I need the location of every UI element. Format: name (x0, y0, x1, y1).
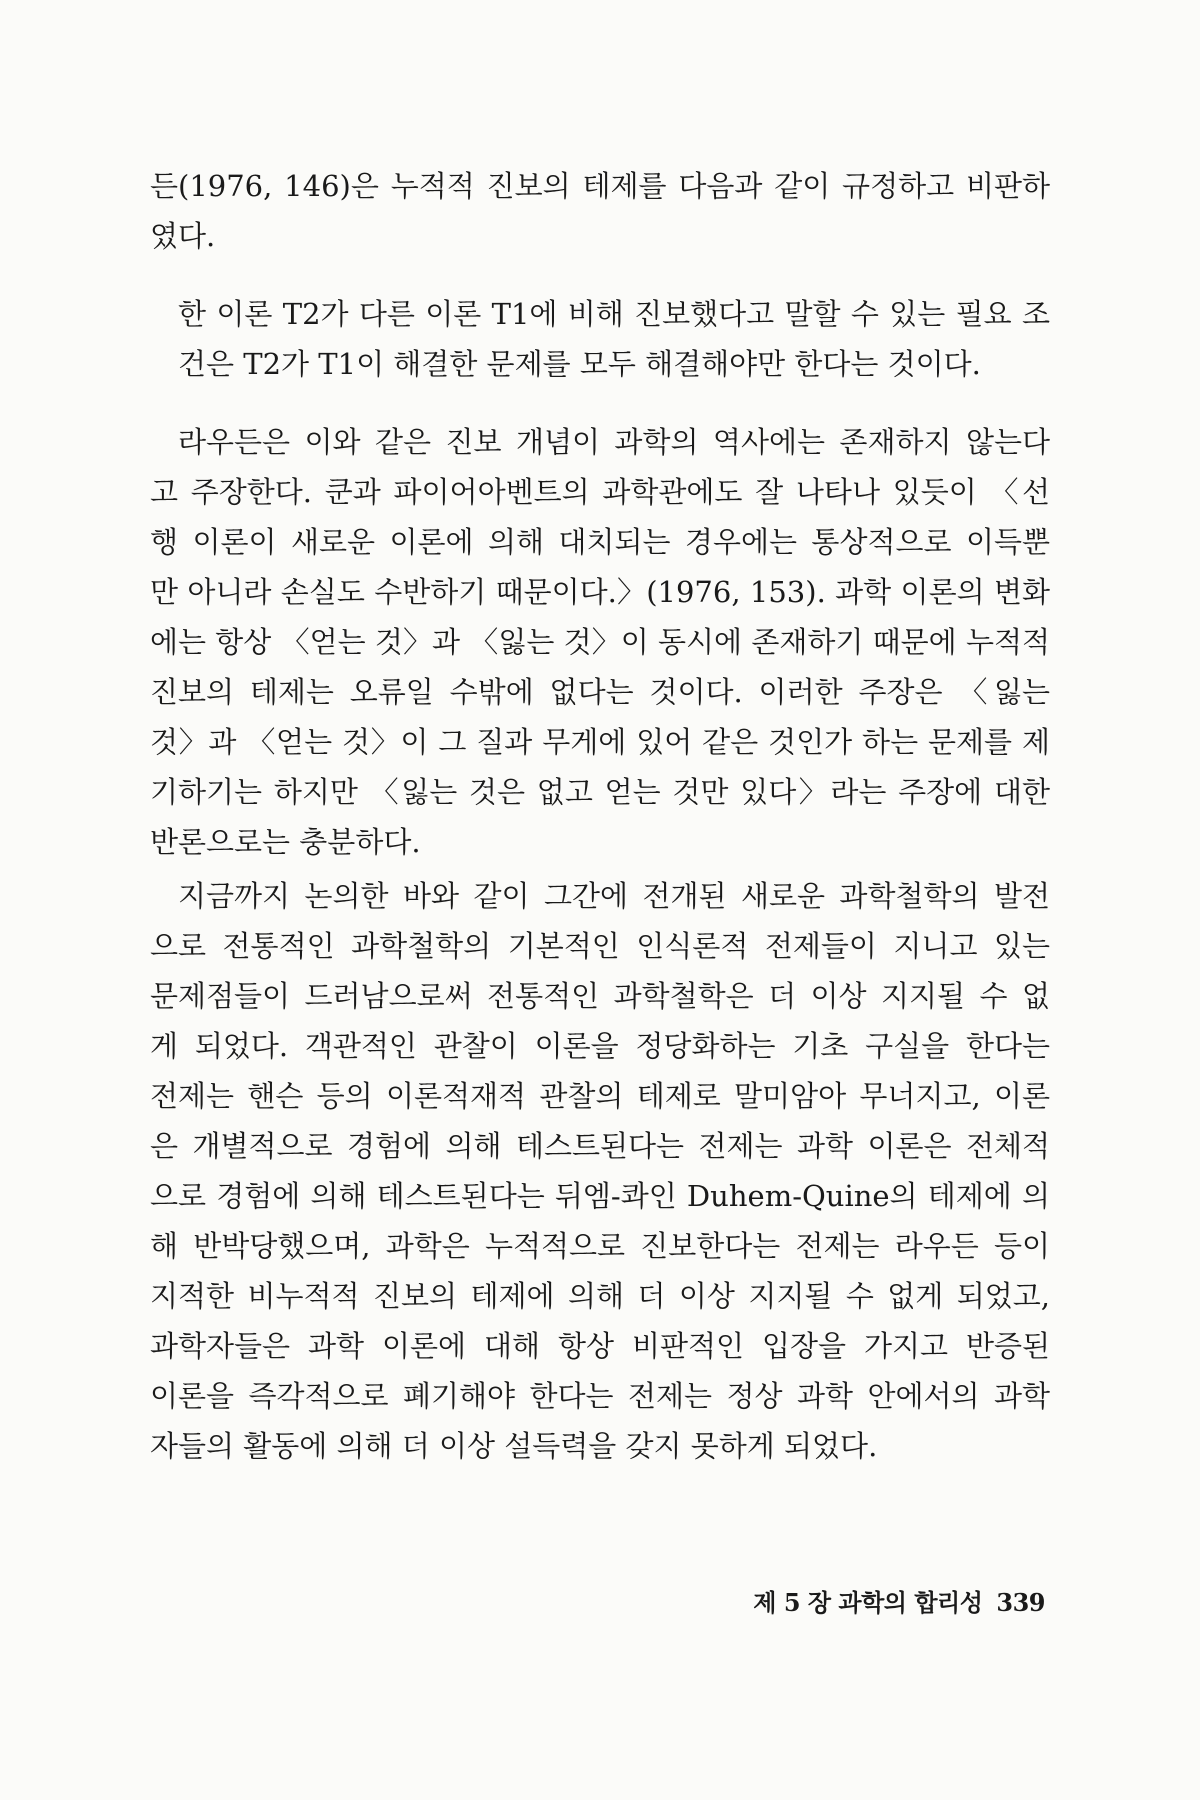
text-line: 지금까지 논의한 바와 같이 그간에 전개된 새로운 과학철학의 발전 (178, 879, 1050, 913)
text-line: 반론으로는 충분하다. (150, 825, 421, 859)
text-line: 행 이론이 새로운 이론에 의해 대치되는 경우에는 통상적으로 이득뿐 (150, 525, 1050, 559)
text-line: 에는 항상 〈얻는 것〉과 〈잃는 것〉이 동시에 존재하기 때문에 누적적 (150, 625, 1050, 659)
page-number: 339 (996, 1588, 1045, 1617)
quote-line: 건은 T2가 T1이 해결한 문제를 모두 해결해야만 한다는 것이다. (178, 347, 981, 381)
text-line: 전제는 핸슨 등의 이론적재적 관찰의 테제로 말미암아 무너지고, 이론 (150, 1079, 1050, 1113)
text-line: 만 아니라 손실도 수반하기 때문이다.〉(1976, 153). 과학 이론의 변화 (150, 575, 1050, 609)
text-line: 지적한 비누적적 진보의 테제에 의해 더 이상 지지될 수 없게 되었고, (150, 1279, 1050, 1313)
text-line: 기하기는 하지만 〈잃는 것은 없고 얻는 것만 있다〉라는 주장에 대한 (150, 775, 1050, 809)
text-line: 게 되었다. 객관적인 관찰이 이론을 정당화하는 기초 구실을 한다는 (150, 1029, 1050, 1063)
page-footer (600, 1586, 1045, 1620)
text-line: 으로 경험에 의해 테스트된다는 뒤엠-콰인 Duhem-Quine의 테제에 의 (150, 1179, 1050, 1213)
text-line: 과학자들은 과학 이론에 대해 항상 비판적인 입장을 가지고 반증된 (150, 1329, 1050, 1363)
text-line: 이론을 즉각적으로 폐기해야 한다는 전제는 정상 과학 안에서의 과학 (150, 1379, 1050, 1413)
chapter-title: 제 5 장 과학의 합리성 (753, 1588, 983, 1617)
text-line: 것〉과 〈얻는 것〉이 그 질과 무게에 있어 같은 것인가 하는 문제를 제 (150, 725, 1050, 759)
text-line: 해 반박당했으며, 과학은 누적적으로 진보한다는 전제는 라우든 등이 (150, 1229, 1050, 1263)
text-line: 라우든은 이와 같은 진보 개념이 과학의 역사에는 존재하지 않는다 (178, 425, 1050, 459)
text-line: 든(1976, 146)은 누적적 진보의 테제를 다음과 같이 규정하고 비판하 (150, 169, 1050, 203)
text-line: 자들의 활동에 의해 더 이상 설득력을 갖지 못하게 되었다. (150, 1429, 878, 1463)
quote-line: 한 이론 T2가 다른 이론 T1에 비해 진보했다고 말할 수 있는 필요 조 (178, 297, 1050, 331)
text-line: 문제점들이 드러남으로써 전통적인 과학철학은 더 이상 지지될 수 없 (150, 979, 1050, 1013)
text-line: 고 주장한다. 쿤과 파이어아벤트의 과학관에도 잘 나타나 있듯이 〈선 (150, 475, 1050, 509)
text-line: 은 개별적으로 경험에 의해 테스트된다는 전제는 과학 이론은 전체적 (150, 1129, 1050, 1163)
text-line: 으로 전통적인 과학철학의 기본적인 인식론적 전제들이 지니고 있는 (150, 929, 1050, 963)
text-line: 진보의 테제는 오류일 수밖에 없다는 것이다. 이러한 주장은 〈잃는 (150, 675, 1050, 709)
text-line: 였다. (150, 219, 216, 253)
